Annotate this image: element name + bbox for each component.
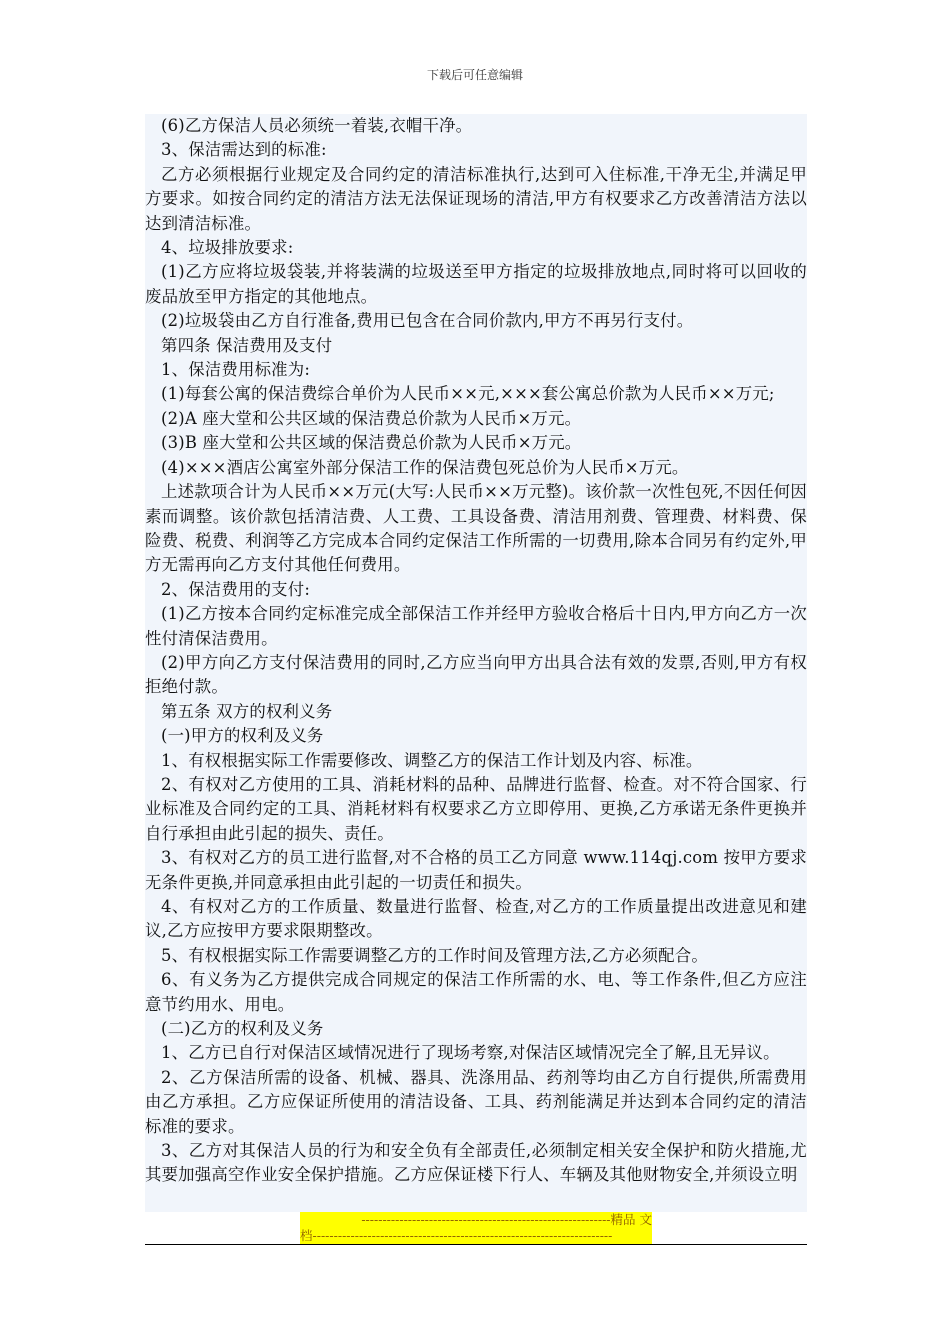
paragraph: 2、有权对乙方使用的工具、消耗材料的品种、品牌进行监督、检查。对不符合国家、行业标准及合同约定的工具、消耗材料有权要求乙方立即停用、更换,乙方承诺无条件更换并自行承担由此引起的损失、责任。 [145,774,807,843]
paragraph: (2)垃圾袋由乙方自行准备,费用已包含在合同价款内,甲方不再另行支付。 [161,311,694,331]
paragraph: 1、乙方已自行对保洁区域情况进行了现场考察,对保洁区域情况完全了解,且无异议。 [161,1043,780,1063]
section-heading: 第四条 保洁费用及支付 [161,335,333,355]
paragraph: 3、保洁需达到的标准: [161,140,327,160]
paragraph: (一)甲方的权利及义务 [161,726,324,746]
paragraph: 4、垃圾排放要求: [161,238,294,258]
paragraph: 1、有权根据实际工作需要修改、调整乙方的保洁工作计划及内容、标准。 [161,750,703,770]
paragraph: (6)乙方保洁人员必须统一着装,衣帽干净。 [161,116,473,135]
footer-line: 档----------------------------------------------------------------------- [300,1228,613,1243]
footer-watermark [300,1212,652,1244]
paragraph: 6、有义务为乙方提供完成合同规定的保洁工作所需的水、电、等工作条件,但乙方应注意节约用水、用电。 [145,970,807,1014]
paragraph: 2、保洁费用的支付: [161,579,311,599]
paragraph: 2、乙方保洁所需的设备、机械、器具、洗涤用品、药剂等均由乙方自行提供,所需费用由乙方承担。乙方应保证所使用的清洁设备、工具、药剂能满足并达到本合同约定的清洁标准的要求。 [145,1067,807,1136]
paragraph: 上述款项合计为人民币××万元(大写:人民币××万元整)。该价款一次性包死,不因任何因素而调整。该价款包括清洁费、人工费、工具设备费、清洁用剂费、管理费、材料费、保险费、税费、利润等乙方完成本合同约定保洁工作所需的一切费用,除本合同另有约定外,甲方无需再向乙方支付其他任何费用。 [145,482,807,575]
paragraph: (1)乙方按本合同约定标准完成全部保洁工作并经甲方验收合格后十日内,甲方向乙方一次性付清保洁费用。 [145,604,807,648]
paragraph: (二)乙方的权利及义务 [161,1019,324,1039]
footer-line: -----------------------------------------------------------精品 文 [361,1212,652,1227]
paragraph: (2)甲方向乙方支付保洁费用的同时,乙方应当向甲方出具合法有效的发票,否则,甲方有权拒绝付款。 [145,652,807,697]
paragraph: (4)×××酒店公寓室外部分保洁工作的保洁费包死总价为人民币×万元。 [161,457,689,477]
paragraph: (2)A 座大堂和公共区域的保洁费总价款为人民币×万元。 [161,408,582,428]
page-header: 下载后可任意编辑 [426,68,523,82]
paragraph: (3)B 座大堂和公共区域的保洁费总价款为人民币×万元。 [161,433,582,453]
paragraph: 1、保洁费用标准为: [161,360,311,380]
paragraph: (1)乙方应将垃圾袋装,并将装满的垃圾送至甲方指定的垃圾排放地点,同时将可以回收的废品放至甲方指定的其他地点。 [145,262,807,306]
paragraph: 3、有权对乙方的员工进行监督,对不合格的员工乙方同意 www.114qj.com 按甲方要求无条件更换,并同意承担由此引起的一切责任和损失。 [145,848,807,892]
footer-rule [145,1244,807,1245]
paragraph: 5、有权根据实际工作需要调整乙方的工作时间及管理方法,乙方必须配合。 [161,945,708,965]
paragraph: 乙方必须根据行业规定及合同约定的清洁标准执行,达到可入住标准,干净无尘,并满足甲方要求。如按合同约定的清洁方法无法保证现场的清洁,甲方有权要求乙方改善清洁方法以达到清洁标准。 [145,164,807,233]
paragraph: (1)每套公寓的保洁费综合单价为人民币××元,×××套公寓总价款为人民币××万元; [161,384,775,404]
document-body [145,114,807,1212]
paragraph: 4、有权对乙方的工作质量、数量进行监督、检查,对乙方的工作质量提出改进意见和建议,乙方应按甲方要求限期整改。 [145,897,807,941]
paragraph: 3、乙方对其保洁人员的行为和安全负有全部责任,必须制定相关安全保护和防火措施,尤其要加强高空作业安全保护措施。乙方应保证楼下行人、车辆及其他财物安全,并须设立明 [145,1141,807,1185]
section-heading: 第五条 双方的权利义务 [161,701,333,721]
